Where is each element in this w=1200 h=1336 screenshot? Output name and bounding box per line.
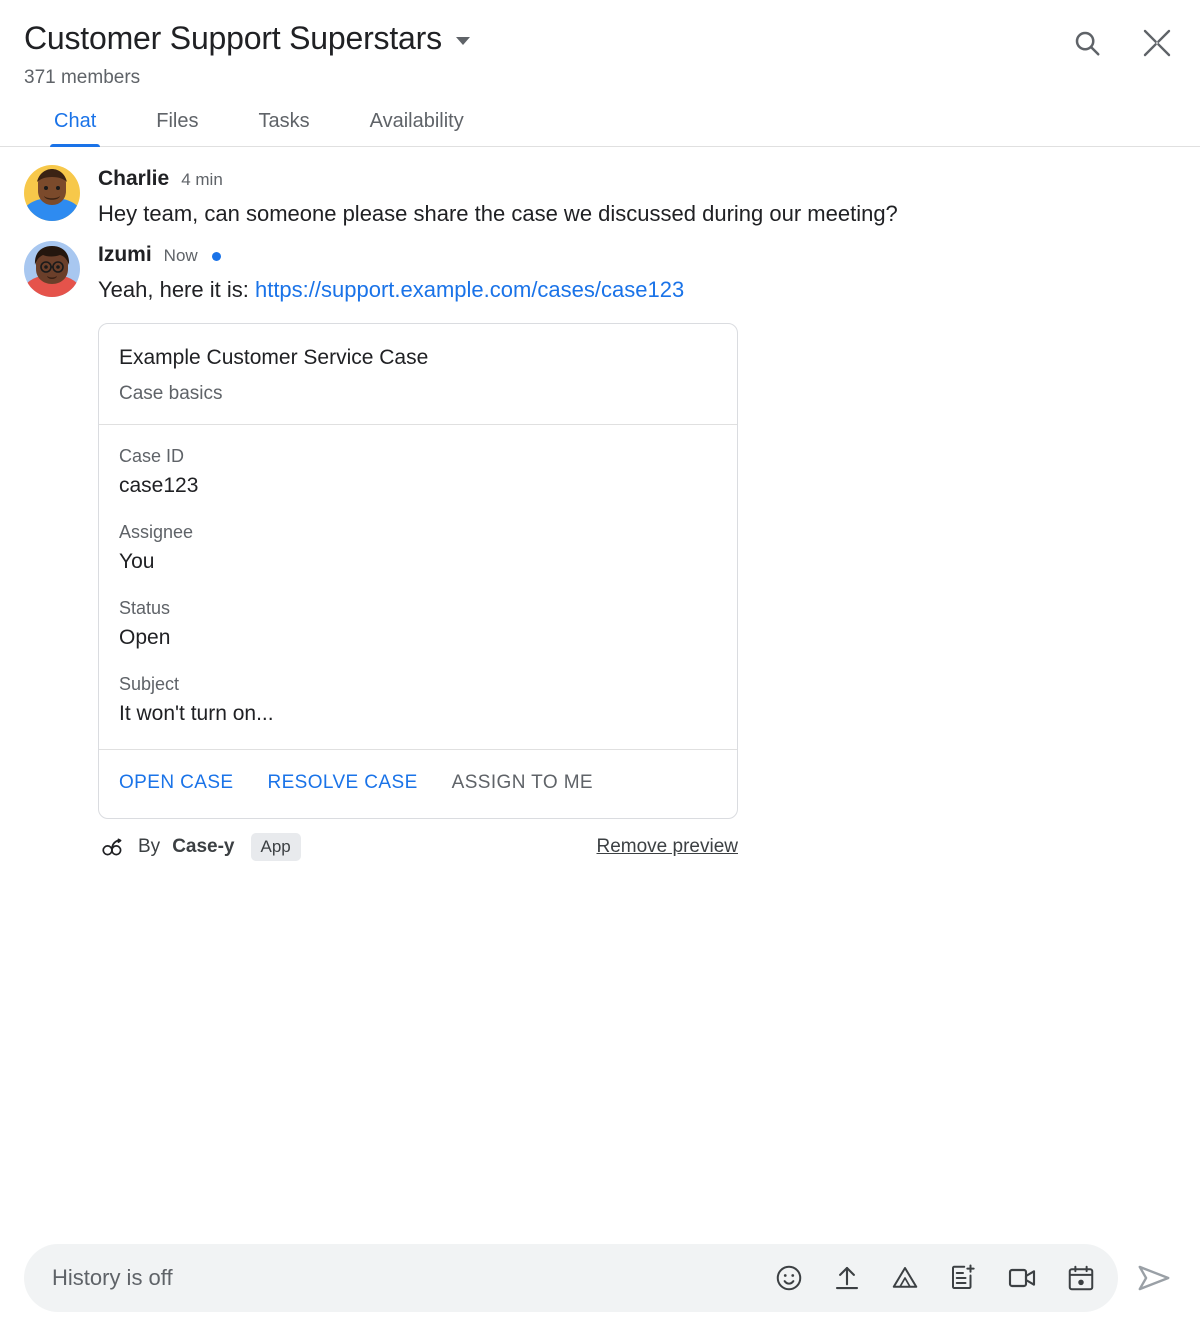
- chevron-down-icon[interactable]: [456, 37, 470, 45]
- bot-icon: [100, 834, 126, 860]
- message-header: [98, 167, 1176, 191]
- field-value: It won't turn on...: [119, 702, 274, 725]
- field-label: Subject: [119, 674, 180, 694]
- card-header: [99, 324, 737, 424]
- resolve-case-button[interactable]: RESOLVE CASE: [267, 772, 418, 793]
- unread-indicator: [212, 252, 221, 261]
- attribution-left: [100, 833, 301, 861]
- space-title-row[interactable]: [24, 18, 1176, 58]
- field-status: [119, 595, 717, 653]
- field-subject: [119, 671, 717, 729]
- send-button[interactable]: [1132, 1256, 1176, 1300]
- remove-preview-link[interactable]: Remove preview: [596, 836, 738, 857]
- message-timestamp: Now: [163, 246, 198, 265]
- field-label: Case ID: [119, 446, 185, 466]
- message-timestamp: 4 min: [181, 170, 223, 189]
- space-header: [0, 0, 1200, 90]
- page-title: Customer Support Superstars: [24, 20, 442, 56]
- case-preview-card: [98, 323, 738, 819]
- card-title: Example Customer Service Case: [119, 346, 429, 369]
- member-count: 371 members: [24, 67, 141, 88]
- message-body: [98, 241, 1176, 861]
- field-assignee: [119, 519, 717, 577]
- case-link[interactable]: https://support.example.com/cases/case123: [254, 277, 685, 302]
- field-label: Assignee: [119, 522, 194, 542]
- message-item: [24, 165, 1176, 231]
- assign-to-me-button[interactable]: ASSIGN TO ME: [451, 772, 593, 793]
- card-subtitle: Case basics: [119, 383, 223, 404]
- card-attribution: [98, 833, 738, 861]
- avatar[interactable]: [24, 241, 80, 297]
- field-label: Status: [119, 598, 171, 618]
- collapse-icon[interactable]: [1140, 26, 1174, 60]
- card-actions: [99, 750, 737, 818]
- tab-tasks[interactable]: Tasks: [258, 110, 310, 132]
- attribution-by-label: By: [138, 836, 161, 857]
- message-text: [98, 273, 998, 307]
- open-case-button[interactable]: OPEN CASE: [119, 772, 234, 793]
- attribution-app-name: Case-y: [172, 836, 235, 857]
- message-item: [24, 241, 1176, 861]
- message-text-prefix: Yeah, here it is:: [98, 277, 255, 302]
- avatar[interactable]: [24, 165, 80, 221]
- drive-icon[interactable]: [890, 1263, 920, 1293]
- tab-chat[interactable]: Chat: [24, 108, 126, 146]
- field-case-id: [119, 443, 717, 501]
- search-icon[interactable]: [1070, 26, 1104, 60]
- calendar-icon[interactable]: [1066, 1263, 1096, 1293]
- create-document-icon[interactable]: [948, 1263, 978, 1293]
- emoji-icon[interactable]: [774, 1263, 804, 1293]
- field-value: You: [119, 550, 155, 573]
- composer-area: [0, 1228, 1200, 1336]
- upload-icon[interactable]: [832, 1263, 862, 1293]
- video-meeting-icon[interactable]: [1006, 1262, 1038, 1294]
- app-badge: App: [251, 833, 301, 861]
- message-text: Hey team, can someone please share the case we discussed during our meeting?: [98, 201, 898, 226]
- message-composer[interactable]: [24, 1244, 1118, 1312]
- composer-icons: [774, 1262, 1096, 1294]
- tab-files[interactable]: Files: [156, 110, 199, 132]
- tab-availability[interactable]: Availability: [369, 110, 464, 132]
- message-header: [98, 243, 1176, 267]
- message-sender: Charlie: [98, 167, 170, 190]
- header-actions: [1070, 26, 1174, 60]
- message-body: [98, 165, 1176, 231]
- message-list: [0, 147, 1200, 1228]
- card-fields: [99, 425, 737, 749]
- message-sender: Izumi: [98, 243, 152, 266]
- field-value: Open: [119, 626, 171, 649]
- message-input[interactable]: History is off: [52, 1265, 173, 1290]
- tab-bar: [0, 90, 1200, 147]
- field-value: case123: [119, 474, 199, 497]
